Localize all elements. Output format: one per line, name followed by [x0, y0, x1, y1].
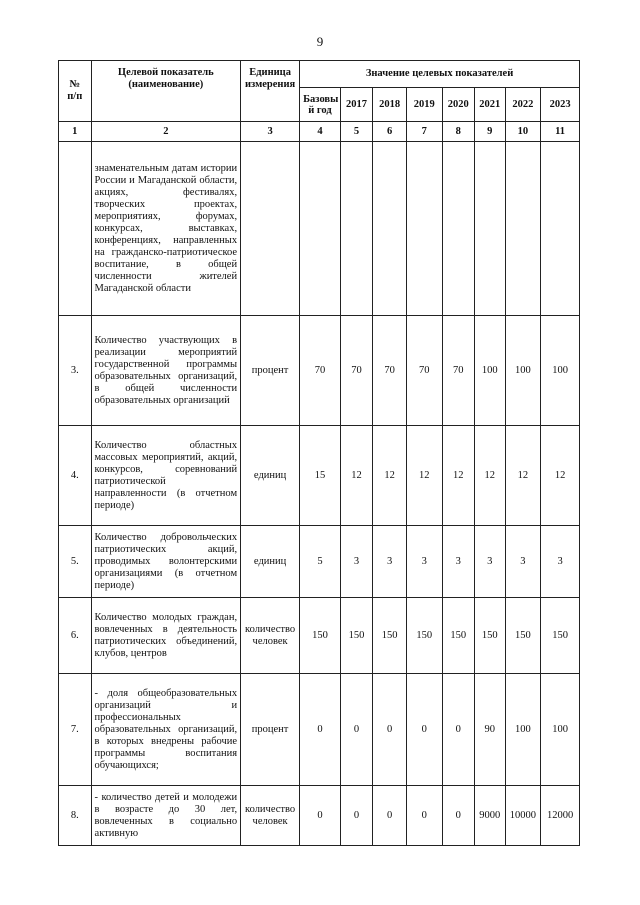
header-year: 2021	[475, 88, 506, 122]
column-number: 6	[373, 122, 407, 142]
year-value: 3	[442, 526, 475, 598]
year-value: 0	[340, 674, 373, 786]
header-unit: Единица измерения	[241, 61, 300, 122]
indicator-name: знаменательным датам истории России и Магаданской области, акциях, фестивалях, творческих проектах, мероприятиях, форумах, конкурсах, выставках, конференциях, направленных на гражданско-патриотическое воспитание, в общей численности жителей Магаданской области	[91, 142, 241, 316]
column-number: 7	[406, 122, 442, 142]
year-value: 100	[541, 674, 580, 786]
base-year-value: 0	[300, 674, 341, 786]
row-number: 8.	[59, 786, 92, 846]
year-value: 90	[475, 674, 506, 786]
year-value	[505, 142, 541, 316]
table-row	[59, 674, 580, 786]
year-value: 100	[505, 316, 541, 426]
year-value: 150	[541, 598, 580, 674]
base-year-value: 5	[300, 526, 341, 598]
column-number: 4	[300, 122, 341, 142]
row-number: 4.	[59, 426, 92, 526]
year-value: 12000	[541, 786, 580, 846]
indicator-name: Количество областных массовых мероприятий, акций, конкурсов, соревнований патриотической направленности (в отчетном периоде)	[91, 426, 241, 526]
year-value: 3	[340, 526, 373, 598]
row-number: 3.	[59, 316, 92, 426]
column-number: 8	[442, 122, 475, 142]
year-value	[541, 142, 580, 316]
year-value	[442, 142, 475, 316]
year-value: 12	[340, 426, 373, 526]
year-value: 3	[373, 526, 407, 598]
year-value: 150	[475, 598, 506, 674]
year-value: 70	[340, 316, 373, 426]
table-row	[59, 426, 580, 526]
unit-of-measure: единиц	[241, 526, 300, 598]
header-year: 2019	[406, 88, 442, 122]
year-value: 100	[541, 316, 580, 426]
row-number: 6.	[59, 598, 92, 674]
indicator-name: Количество участвующих в реализации мероприятий государственной программы образовательных организаций, в общей численности образовательных организаций	[91, 316, 241, 426]
page-number: 9	[316, 34, 324, 49]
year-value: 0	[442, 786, 475, 846]
year-value: 0	[442, 674, 475, 786]
year-value	[475, 142, 506, 316]
year-value: 150	[340, 598, 373, 674]
base-year-value: 70	[300, 316, 341, 426]
indicator-name: Количество добровольческих патриотических акций, проводимых волонтерскими организациями (в отчетном периоде)	[91, 526, 241, 598]
header-base-year: Базовы й год	[300, 88, 341, 122]
column-number: 3	[241, 122, 300, 142]
year-value: 3	[475, 526, 506, 598]
year-value: 12	[442, 426, 475, 526]
year-value: 12	[406, 426, 442, 526]
year-value: 3	[541, 526, 580, 598]
table-row	[59, 316, 580, 426]
year-value: 0	[373, 786, 407, 846]
base-year-value: 15	[300, 426, 341, 526]
year-value: 9000	[475, 786, 506, 846]
year-value: 0	[406, 674, 442, 786]
row-number: 5.	[59, 526, 92, 598]
unit-of-measure	[241, 142, 300, 316]
unit-of-measure: процент	[241, 316, 300, 426]
year-value: 0	[373, 674, 407, 786]
indicator-name: - количество детей и молодежи в возрасте до 30 лет, вовлеченных в социально активную	[91, 786, 241, 846]
row-number: 7.	[59, 674, 92, 786]
year-value: 0	[340, 786, 373, 846]
year-value: 150	[373, 598, 407, 674]
base-year-value	[300, 142, 341, 316]
column-number: 9	[475, 122, 506, 142]
year-value: 3	[406, 526, 442, 598]
column-number: 10	[505, 122, 541, 142]
year-value: 150	[505, 598, 541, 674]
unit-of-measure: количество человек	[241, 598, 300, 674]
unit-of-measure: процент	[241, 674, 300, 786]
year-value: 3	[505, 526, 541, 598]
header-values-group: Значение целевых показателей	[300, 61, 580, 88]
year-value: 70	[442, 316, 475, 426]
column-number: 11	[541, 122, 580, 142]
year-value: 12	[505, 426, 541, 526]
year-value: 12	[373, 426, 407, 526]
year-value: 70	[406, 316, 442, 426]
indicator-name: Количество молодых граждан, вовлеченных в деятельность патриотических объединений, клубов, центров	[91, 598, 241, 674]
base-year-value: 0	[300, 786, 341, 846]
indicator-name: - доля общеобразовательных организаций и профессиональных образовательных организаций, в которых внедрены рабочие программы воспитания обучающихся;	[91, 674, 241, 786]
year-value: 150	[406, 598, 442, 674]
header-year: 2017	[340, 88, 373, 122]
year-value: 150	[442, 598, 475, 674]
header-indicator: Целевой показатель (наименование)	[91, 61, 241, 122]
base-year-value: 150	[300, 598, 341, 674]
column-number: 2	[91, 122, 241, 142]
header-year: 2020	[442, 88, 475, 122]
table-row	[59, 786, 580, 846]
year-value: 70	[373, 316, 407, 426]
unit-of-measure: количество человек	[241, 786, 300, 846]
target-indicators-table	[58, 60, 580, 846]
table-row	[59, 142, 580, 316]
column-number: 1	[59, 122, 92, 142]
year-value: 10000	[505, 786, 541, 846]
year-value	[406, 142, 442, 316]
row-number	[59, 142, 92, 316]
year-value: 100	[475, 316, 506, 426]
header-num: № п/п	[59, 61, 92, 122]
header-year: 2023	[541, 88, 580, 122]
year-value: 100	[505, 674, 541, 786]
table-row	[59, 526, 580, 598]
column-number: 5	[340, 122, 373, 142]
table-row	[59, 598, 580, 674]
year-value	[340, 142, 373, 316]
header-year: 2022	[505, 88, 541, 122]
year-value: 12	[475, 426, 506, 526]
year-value: 12	[541, 426, 580, 526]
unit-of-measure: единиц	[241, 426, 300, 526]
year-value	[373, 142, 407, 316]
year-value: 0	[406, 786, 442, 846]
header-year: 2018	[373, 88, 407, 122]
